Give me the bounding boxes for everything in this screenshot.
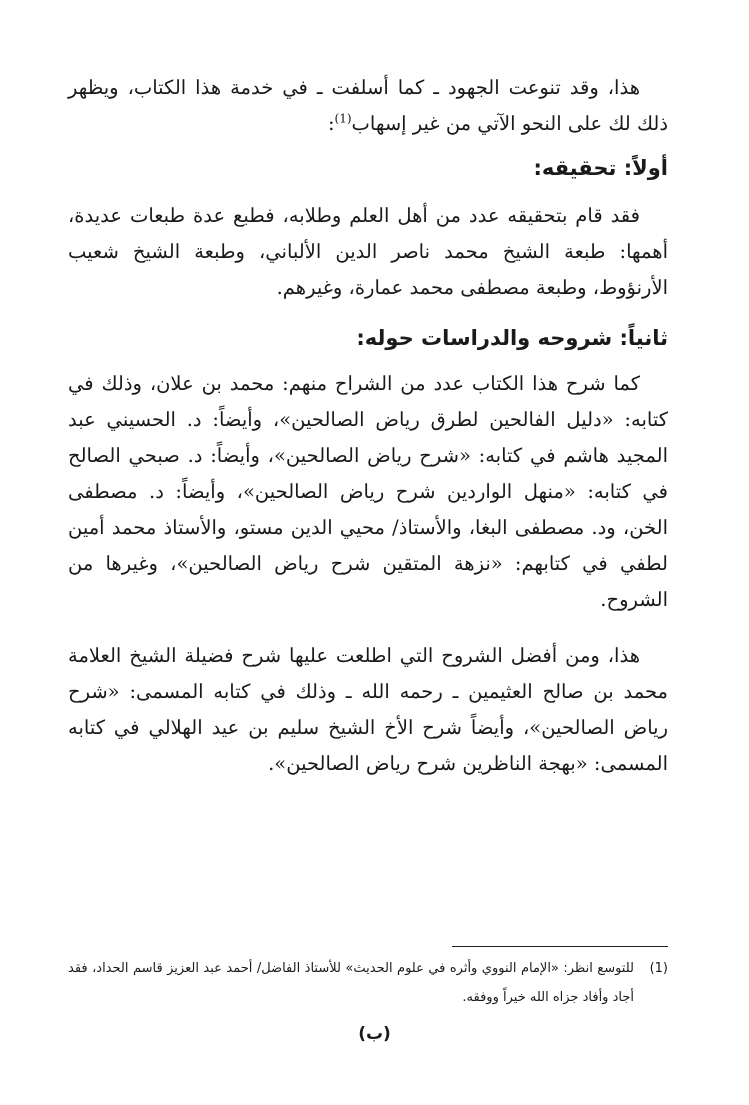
section-heading-shuruh: ثانياً: شروحه والدراسات حوله: [356,326,668,350]
closing-paragraph: هذا، ومن أفضل الشروح التي اطلعت عليها شرح فضيلة الشيخ العلامة محمد بن صالح العثيمين ـ رحمه الله ـ وذلك في كتابه المسمى: «شرح رياض الصالحين»، وأيضاً شرح الأخ الشيخ سليم بن عيد الهلالي في كتابه المسمى: «بهجة الناظرين شرح رياض الصالحين». [68,644,668,775]
footnote-number: (1) [649,961,668,976]
intro-tail: : [327,112,335,135]
intro-text: هذا، وقد تنوعت الجهود ـ كما أسلفت ـ في خدمة هذا الكتاب، ويظهر ذلك لك على النحو الآتي من غير إسهاب [68,76,668,135]
footnote-text: للتوسع انظر: «الإمام النووي وأثره في علوم الحديث» للأستاذ الفاضل/ أحمد عبد العزيز قاسم الحداد، فقد أجاد وأفاد جزاه الله خيراً ووفقه. [68,961,634,1005]
page-number: (ب) [358,1024,391,1044]
footnote [68,954,668,1012]
footnote-reference[interactable]: (1) [334,111,352,126]
footnote-text-block [68,954,668,1012]
section-heading-tahqiq: أولاً: تحقيقه: [533,156,668,180]
page-body [68,70,668,782]
footnote-separator [452,946,668,947]
section-paragraph-tahqiq: فقد قام بتحقيقه عدد من أهل العلم وطلابه، فطبع عدة طبعات عديدة، أهمها: طبعة الشيخ محمد ناصر الدين الألباني، وطبعة الشيخ شعيب الأرنؤوط، وطبعة مصطفى محمد عمارة، وغيرهم. [68,204,668,299]
section-paragraph-shuruh: كما شرح هذا الكتاب عدد من الشراح منهم: محمد بن علان، وذلك في كتابه: «دليل الفالحين لطرق رياض الصالحين»، وأيضاً: د. الحسيني عبد المجيد هاشم في كتابه: «شرح رياض الصالحين»، وأيضاً: د. صبحي الصالح في كتابه: «منهل الواردين شرح رياض الصالحين»، وأيضاً: د. مصطفى الخن، ود. مصطفى البغا، والأستاذ/ محيي الدين مستو، والأستاذ محمد أمين لطفي في كتابهم: «نزهة المتقين شرح رياض الصالحين»، وغيرها من الشروح. [68,372,668,611]
intro-paragraph [68,70,668,142]
